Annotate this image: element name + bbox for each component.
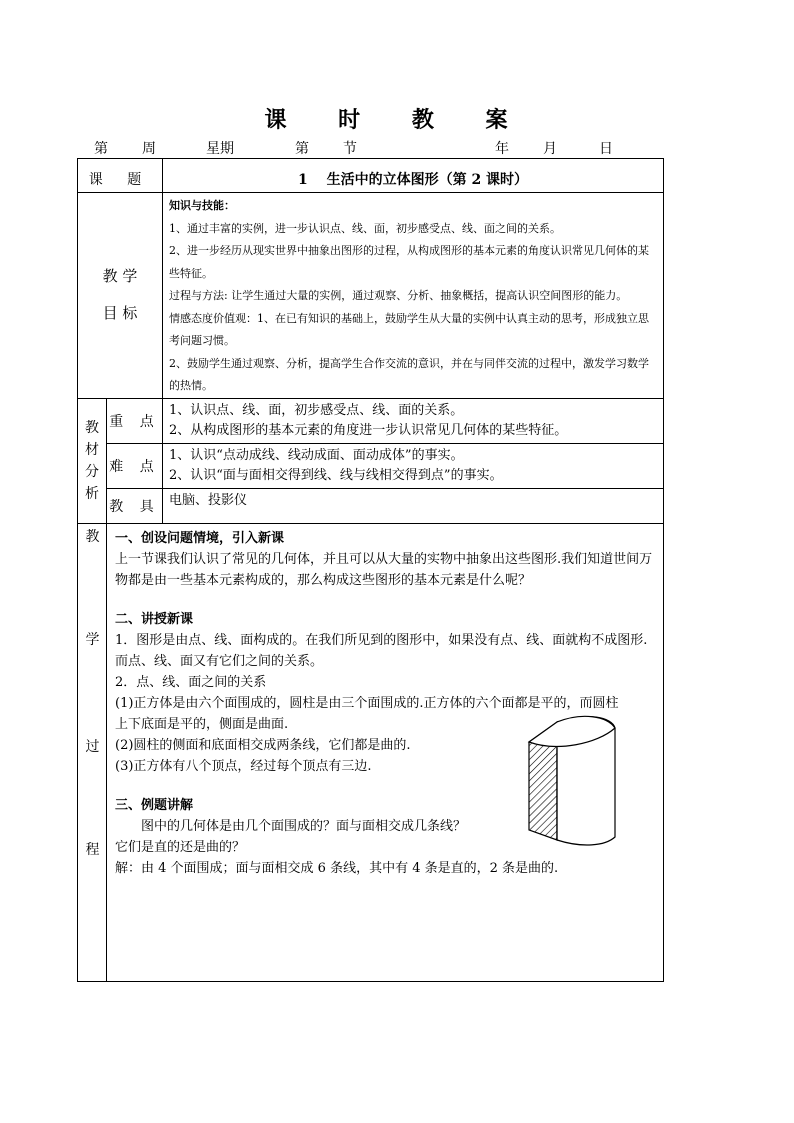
goal-line: 情感态度价值观：1、在已有知识的基础上，鼓励学生从大量的实例中认真主动的思考，形成独立思考问题习惯。 — [169, 311, 650, 347]
lesson-plan-table — [77, 158, 664, 982]
section2-paragraph: 上下底面是平的，侧面是曲面. — [115, 716, 289, 732]
difficulty-row — [78, 443, 664, 488]
analysis-label-char: 材 — [85, 441, 99, 458]
goals-label — [78, 193, 163, 399]
key-points-row — [78, 398, 664, 443]
period-prefix: 第 — [295, 141, 309, 157]
section2-title: 二、讲授新课 — [115, 611, 194, 627]
goal-line: 过程与方法: 让学生通过大量的实例，通过观察、分析、抽象概括，提高认识空间图形的能力。 — [169, 289, 628, 302]
process-label — [78, 523, 107, 981]
period-suffix: 节 — [343, 141, 357, 157]
key-point-line: 1、认识点、线、面，初步感受点、线、面的关系。 — [169, 402, 464, 418]
goal-line: 知识与技能： — [169, 199, 236, 212]
year-label: 年 — [495, 141, 509, 157]
key-point-line: 2、从构成图形的基本元素的角度进一步认识常见几何体的某些特征。 — [169, 422, 568, 438]
section2-paragraph: (1)正方体是由六个面围成的，圆柱是由三个面围成的.正方体的六个面都是平的，而圆柱 — [115, 695, 619, 711]
half-cylinder-figure — [527, 712, 617, 852]
goal-line: 2、进一步经历从现实世界中抽象出图形的过程，从构成图形的基本元素的角度认识常见几何体的某些特征。 — [169, 244, 650, 280]
week-prefix: 第 — [94, 141, 108, 157]
goals-row — [78, 193, 664, 399]
section3-title: 三、例题讲解 — [115, 797, 194, 813]
difficulty-text — [163, 443, 664, 488]
tools-row — [78, 488, 664, 523]
day-label: 日 — [599, 141, 613, 157]
process-text — [107, 523, 664, 981]
date-line — [0, 138, 794, 158]
process-label-char: 程 — [85, 841, 100, 858]
difficulty-line: 1、认识“点动成线、线动成面、面动成体”的事实。 — [169, 447, 464, 463]
topic-label: 课 题 — [78, 159, 163, 193]
analysis-label-char: 分 — [85, 463, 99, 480]
section1-title: 一、创设问题情境，引入新课 — [115, 530, 285, 546]
difficulty-label: 难 点 — [107, 443, 163, 488]
example-answer: 解：由 4 个面围成；面与面相交成 6 条线，其中有 4 条是直的，2 条是曲的. — [115, 860, 559, 876]
example-question: 它们是直的还是曲的？ — [115, 839, 246, 855]
goals-label-line2: 目 标 — [102, 304, 138, 323]
goals-label-line1: 教 学 — [102, 267, 138, 286]
analysis-label — [78, 398, 107, 523]
process-label-char: 学 — [85, 631, 100, 648]
topic-row — [78, 159, 664, 193]
goal-line: 2、鼓励学生通过观察、分析，提高学生合作交流的意识，并在与同伴交流的过程中，激发学习数学的热情。 — [169, 356, 650, 392]
process-label-char: 过 — [85, 738, 100, 755]
section1-text: 上一节课我们认识了常见的几何体，并且可以从大量的实物中抽象出这些图形.我们知道世间万物都是由一些基本元素构成的，那么构成这些图形的基本元素是什么呢？ — [115, 551, 653, 588]
month-label: 月 — [543, 141, 557, 157]
process-label-char: 教 — [85, 528, 100, 545]
goals-text — [163, 193, 664, 399]
key-points-text — [163, 398, 664, 443]
process-row — [78, 523, 664, 981]
goal-line: 1、通过丰富的实例，进一步认识点、线、面，初步感受点、线、面之间的关系。 — [169, 221, 562, 235]
difficulty-line: 2、认识“面与面相交得到线、线与线相交得到点”的事实。 — [169, 467, 503, 483]
example-question: 图中的几何体是由几个面围成的？面与面相交成几条线？ — [115, 818, 467, 834]
section2-paragraph: 2．点、线、面之间的关系 — [115, 674, 267, 690]
tools-text: 电脑、投影仪 — [163, 488, 664, 523]
week-suffix: 周 — [142, 141, 156, 157]
section2-paragraph: (2)圆柱的侧面和底面相交成两条线，它们都是曲的. — [115, 737, 411, 753]
section2-paragraph: 1．图形是由点、线、面构成的。在我们所见到的图形中，如果没有点、线、面就构不成图形.而点、线、面又有它们之间的关系。 — [115, 632, 648, 669]
weekday-label: 星期 — [206, 141, 234, 157]
key-points-label: 重 点 — [107, 398, 163, 443]
analysis-label-char: 析 — [85, 485, 99, 502]
section2-paragraph: (3)正方体有八个顶点，经过每个顶点有三边. — [115, 758, 372, 774]
topic-value: 1 生活中的立体图形（第 2 课时） — [163, 159, 664, 193]
tools-label: 教 具 — [107, 488, 163, 523]
page-title: 课 时 教 案 — [264, 107, 530, 133]
analysis-label-char: 教 — [85, 419, 99, 436]
